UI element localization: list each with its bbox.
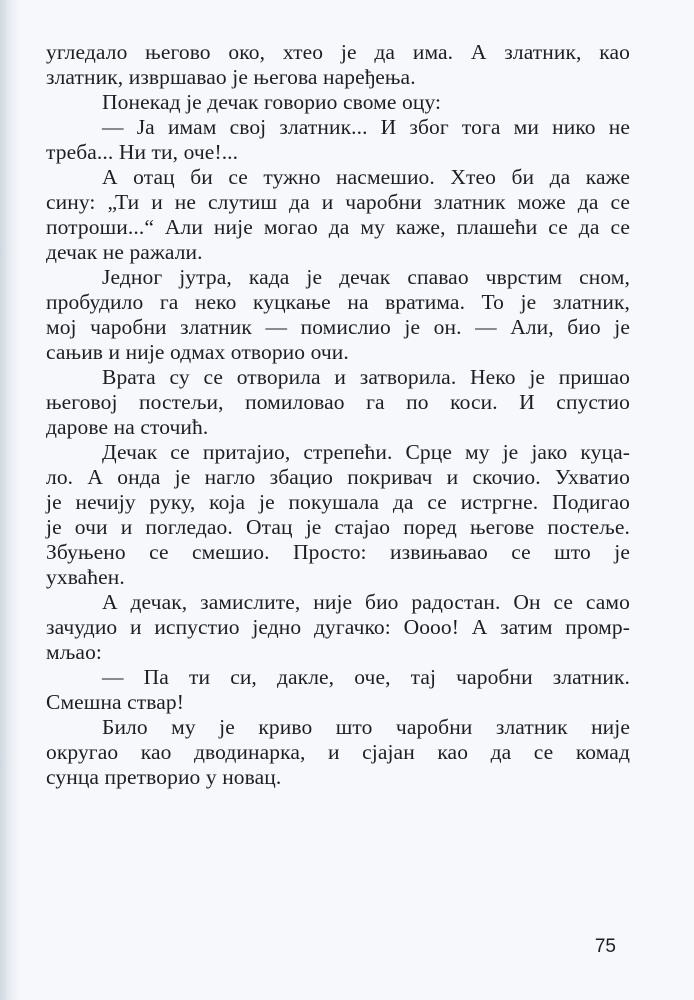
text-line: А дечак, замислите, није био радостан. Он се само [102,590,630,614]
text-line: је очи и погледао. Отац је стајао поред његове постеље. [46,515,630,539]
text-line: Било му је криво што чаробни златник није [102,715,630,739]
text-line: зачудио и испустио једно дугачко: Оооо! А затим промр- [46,615,630,639]
text-line: потроши...“ Али није могао да му каже, плашећи се да се [46,215,630,239]
text-line: је нечију руку, која је покушала да се истргне. Подигао [46,490,630,514]
text-line: — Ја имам свој златник... И због тога ми нико не [102,115,630,139]
text-line: Збуњено се смешио. Просто: извињавао се што је [46,540,630,564]
text-line: ухваћен. [46,565,125,589]
text-line: А отац би се тужно насмешио. Хтео би да каже [102,165,630,189]
text-line: сањив и није одмах отворио очи. [46,340,349,364]
text-line: треба... Ни ти, оче!... [46,140,239,164]
text-line: Врата су се отворила и затворила. Неко је пришао [102,365,630,389]
text-line: сунца претворио у новац. [46,765,282,789]
text-line: округао као дводинарка, и сјајан као да се комад [46,740,630,764]
text-line: пробудило га неко куцкање на вратима. То је златник, [46,290,630,314]
text-line: дарове на сточић. [46,415,209,439]
text-line: ло. А онда је нагло збацио покривач и скочио. Ухватио [46,465,630,489]
text-line: дечак не ражали. [46,240,203,264]
text-line: златник, извршавао је његова наређења. [46,65,416,89]
text-line: сину: „Ти и не слутиш да и чаробни златник може да се [46,190,630,214]
text-line: — Па ти си, дакле, оче, тај чаробни златник. [102,665,630,689]
page-binding-shadow [0,0,20,1000]
text-line: Једног јутра, када је дечак спавао чврстим сном, [102,265,630,289]
text-line: Смешна ствар! [46,690,185,714]
story-text [46,40,630,790]
text-line: мљао: [46,640,103,664]
text-line: Дечак се притајио, стрепећи. Срце му је јако куца- [102,440,630,464]
text-line: мој чаробни златник — помислио је он. — Али, био је [46,315,630,339]
text-line: његовој постељи, помиловао га по коси. И спустио [46,390,630,414]
page-number: 75 [594,936,616,957]
text-line: угледало његово око, хтео је да има. А златник, као [46,40,630,64]
text-line: Понекад је дечак говорио своме оцу: [102,90,442,114]
